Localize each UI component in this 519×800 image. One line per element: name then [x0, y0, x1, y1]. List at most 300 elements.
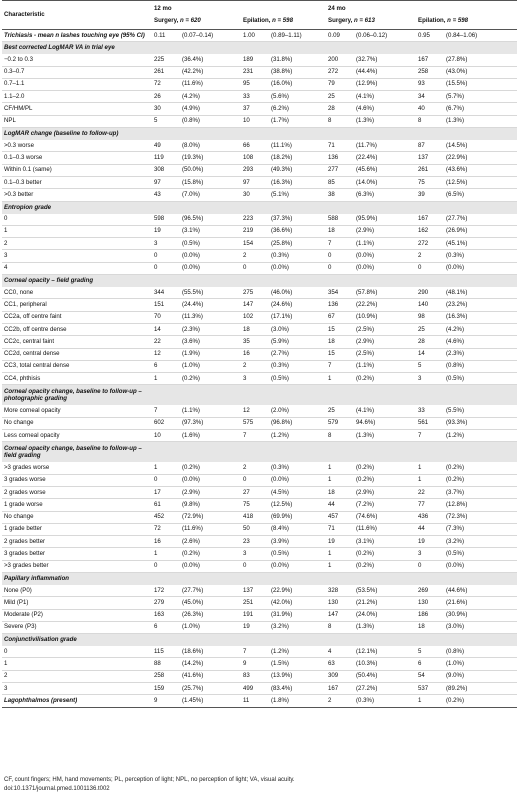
table-cell: (5.1%): [269, 189, 326, 201]
table-cell: (31.8%): [269, 54, 326, 66]
table-cell: 115: [152, 646, 180, 658]
row-label: Severe (P3): [2, 621, 152, 633]
table-cell: 151: [152, 299, 180, 311]
table-cell: 1: [326, 474, 354, 486]
table-cell: (0.0%): [269, 474, 326, 486]
section-title: Best corrected LogMAR VA in trial eye: [2, 42, 152, 55]
table-row-lagophthalmos: [2, 695, 517, 707]
table-cell: 6: [152, 621, 180, 633]
row-label: CC2b, off centre dense: [2, 323, 152, 335]
row-label: 0: [2, 214, 152, 226]
table-cell: (0.0%): [354, 262, 416, 274]
table-cell: 191: [241, 609, 269, 621]
table-cell: (1.1%): [354, 360, 416, 372]
row-label: 0.7–1.1: [2, 78, 152, 90]
table-cell: (3.6%): [180, 336, 241, 348]
table-cell: (1.2%): [444, 430, 517, 442]
table-row: [2, 417, 517, 429]
table-cell: 5: [416, 360, 444, 372]
table-cell: 7: [241, 646, 269, 658]
table-cell: 19: [241, 621, 269, 633]
table-row: [2, 486, 517, 498]
table-cell: (0.8%): [444, 646, 517, 658]
table-row: [2, 560, 517, 572]
table-cell: (1.1%): [354, 238, 416, 250]
table-cell: 308: [152, 164, 180, 176]
table-cell: 147: [241, 299, 269, 311]
table-cell: 0.95: [416, 30, 444, 42]
table-cell: 10: [241, 115, 269, 127]
table-cell: 15: [326, 323, 354, 335]
table-cell: 1: [416, 695, 444, 707]
row-label: 2: [2, 670, 152, 682]
row-label: >0.3 worse: [2, 140, 152, 152]
table-cell: 119: [152, 152, 180, 164]
row-label: Trichiasis - mean n lashes touching eye (95% CI): [2, 30, 152, 42]
table-cell: 0: [152, 262, 180, 274]
table-cell: (22.9%): [269, 585, 326, 597]
table-cell: (36.4%): [180, 54, 241, 66]
table-cell: (2.9%): [180, 486, 241, 498]
table-cell: (15.5%): [444, 78, 517, 90]
table-cell: (16.3%): [269, 176, 326, 188]
section-header: [2, 201, 517, 214]
table-cell: (25.7%): [180, 683, 241, 695]
table-cell: (12.1%): [354, 646, 416, 658]
table-cell: 72: [152, 78, 180, 90]
table-cell: (18.2%): [269, 152, 326, 164]
table-cell: (43.6%): [444, 164, 517, 176]
table-cell: 67: [326, 311, 354, 323]
table-row: [2, 523, 517, 535]
table-cell: (3.7%): [444, 486, 517, 498]
table-cell: (24.0%): [354, 609, 416, 621]
section-title: Entropion grade: [2, 201, 152, 214]
header-24mo-groups: [328, 18, 515, 24]
table-row: [2, 348, 517, 360]
table-cell: 140: [416, 299, 444, 311]
table-cell: (1.8%): [269, 695, 326, 707]
table-cell: (72.9%): [180, 511, 241, 523]
table-cell: (6.7%): [444, 103, 517, 115]
table-row: [2, 405, 517, 417]
row-label: 2: [2, 238, 152, 250]
table-cell: 272: [416, 238, 444, 250]
table-cell: 25: [326, 91, 354, 103]
table-cell: 70: [152, 311, 180, 323]
table-cell: (22.2%): [354, 299, 416, 311]
table-cell: 19: [416, 536, 444, 548]
table-cell: (53.5%): [354, 585, 416, 597]
table-cell: (5.5%): [444, 405, 517, 417]
table-cell: (8.0%): [180, 140, 241, 152]
table-cell: 11: [241, 695, 269, 707]
table-cell: 28: [416, 336, 444, 348]
table-cell: 275: [241, 287, 269, 299]
table-cell: 537: [416, 683, 444, 695]
table-cell: 136: [326, 152, 354, 164]
table-row: [2, 646, 517, 658]
table-cell: 163: [152, 609, 180, 621]
table-cell: 147: [326, 609, 354, 621]
table-row: [2, 323, 517, 335]
table-cell: 9: [241, 658, 269, 670]
row-label: No change: [2, 511, 152, 523]
section-filler: [152, 275, 517, 288]
section-filler: [152, 128, 517, 141]
table-row: [2, 189, 517, 201]
table-cell: (19.3%): [180, 152, 241, 164]
table-row: [2, 462, 517, 474]
table-cell: (26.9%): [444, 225, 517, 237]
table-cell: (3.2%): [269, 621, 326, 633]
footnote-doi: doi:10.1371/journal.pmed.1001136.t002: [4, 786, 110, 792]
table-cell: (16.3%): [444, 311, 517, 323]
row-label: 0.1–0.3 worse: [2, 152, 152, 164]
table-cell: (0.0%): [444, 262, 517, 274]
header-epilation-12: [243, 18, 293, 24]
table-cell: 93: [416, 78, 444, 90]
table-cell: (72.3%): [444, 511, 517, 523]
table-cell: (7.2%): [354, 499, 416, 511]
section-header: [2, 385, 517, 406]
table-cell: 72: [152, 523, 180, 535]
table-cell: 452: [152, 511, 180, 523]
section-header: [2, 275, 517, 288]
table-cell: 7: [326, 238, 354, 250]
table-cell: 167: [326, 683, 354, 695]
table-cell: 137: [416, 152, 444, 164]
table-cell: 1: [416, 474, 444, 486]
table-cell: 1: [326, 373, 354, 385]
table-row: [2, 250, 517, 262]
table-cell: 1: [152, 373, 180, 385]
table-row: [2, 152, 517, 164]
table-row: [2, 536, 517, 548]
table-cell: 588: [326, 214, 354, 226]
table-row: [2, 658, 517, 670]
table-cell: (1.5%): [269, 658, 326, 670]
table-cell: 33: [416, 405, 444, 417]
table-row: [2, 287, 517, 299]
table-cell: (18.6%): [180, 646, 241, 658]
table-cell: 50: [241, 523, 269, 535]
table-cell: (11.6%): [180, 78, 241, 90]
table-row: [2, 311, 517, 323]
table-cell: 66: [241, 140, 269, 152]
row-label: Mild (P1): [2, 597, 152, 609]
row-label: CC2c, central faint: [2, 336, 152, 348]
table-cell: (0.5%): [180, 238, 241, 250]
table-cell: (0.5%): [269, 548, 326, 560]
table-cell: 499: [241, 683, 269, 695]
table-cell: 418: [241, 511, 269, 523]
table-cell: 34: [416, 91, 444, 103]
table-cell: 12: [241, 405, 269, 417]
table-cell: (14.5%): [444, 140, 517, 152]
row-label: No change: [2, 417, 152, 429]
table-cell: (0.0%): [180, 250, 241, 262]
table-cell: 436: [416, 511, 444, 523]
table-cell: 18: [326, 486, 354, 498]
table-cell: (0.3%): [269, 462, 326, 474]
table-row: [2, 115, 517, 127]
section-title: Corneal opacity – field grading: [2, 275, 152, 288]
table-cell: 18: [416, 621, 444, 633]
header-epilation-12-n: n = 598: [272, 16, 293, 24]
table-cell: 39: [416, 189, 444, 201]
table-cell: 0: [152, 474, 180, 486]
table-cell: (9.0%): [444, 670, 517, 682]
table-cell: 1: [326, 560, 354, 572]
table-cell: (5.6%): [269, 91, 326, 103]
results-table: [2, 0, 517, 708]
table-cell: (1.2%): [269, 430, 326, 442]
table-cell: 328: [326, 585, 354, 597]
table-cell: 277: [326, 164, 354, 176]
table-cell: (12.5%): [444, 176, 517, 188]
table-cell: (1.3%): [354, 115, 416, 127]
table-cell: (26.3%): [180, 609, 241, 621]
table-cell: 7: [326, 360, 354, 372]
table-cell: 98: [416, 311, 444, 323]
table-cell: (0.2%): [444, 695, 517, 707]
table-cell: (0.2%): [354, 548, 416, 560]
table-cell: 23: [241, 536, 269, 548]
row-label: 1 grade better: [2, 523, 152, 535]
section-title: Corneal opacity change, baseline to follow-up – photographic grading: [2, 385, 152, 406]
table-cell: (50.4%): [354, 670, 416, 682]
row-label: CC2a, off centre faint: [2, 311, 152, 323]
table-row: [2, 66, 517, 78]
table-cell: 0.11: [152, 30, 180, 42]
table-row: [2, 597, 517, 609]
header-24mo-label: 24 mo: [328, 5, 346, 13]
table-cell: (2.3%): [180, 323, 241, 335]
table-cell: (1.3%): [444, 115, 517, 127]
table-cell: (45.1%): [444, 238, 517, 250]
table-cell: (32.7%): [354, 54, 416, 66]
table-cell: 25: [326, 405, 354, 417]
table-cell: (4.1%): [354, 405, 416, 417]
row-label: CF/HM/PL: [2, 103, 152, 115]
table-cell: (97.3%): [180, 417, 241, 429]
table-cell: (7.0%): [180, 189, 241, 201]
table-cell: (3.9%): [269, 536, 326, 548]
row-label: 1: [2, 658, 152, 670]
table-cell: 309: [326, 670, 354, 682]
table-cell: (16.0%): [269, 78, 326, 90]
table-cell: (0.5%): [444, 373, 517, 385]
table-cell: (42.2%): [180, 66, 241, 78]
header-surgery-24: [328, 18, 418, 24]
section-header: [2, 634, 517, 647]
table-cell: 7: [241, 430, 269, 442]
table-cell: (0.89–1.11): [269, 30, 326, 42]
table-cell: (4.5%): [269, 486, 326, 498]
table-cell: (6.5%): [444, 189, 517, 201]
table-cell: 269: [416, 585, 444, 597]
table-cell: (0.5%): [269, 373, 326, 385]
table-cell: (0.8%): [444, 360, 517, 372]
table-cell: (49.3%): [269, 164, 326, 176]
table-row: [2, 474, 517, 486]
table-cell: 3: [152, 238, 180, 250]
table-cell: 1: [326, 462, 354, 474]
table-cell: (0.06–0.12): [354, 30, 416, 42]
table-cell: 26: [152, 91, 180, 103]
table-cell: (0.2%): [180, 548, 241, 560]
table-cell: 7: [416, 430, 444, 442]
table-cell: 130: [326, 597, 354, 609]
table-cell: 579: [326, 417, 354, 429]
table-row: [2, 360, 517, 372]
table-cell: (6.2%): [269, 103, 326, 115]
table-cell: (27.8%): [444, 54, 517, 66]
row-label: NPL: [2, 115, 152, 127]
table-cell: (30.9%): [444, 609, 517, 621]
table-cell: (27.7%): [444, 214, 517, 226]
table-cell: (48.1%): [444, 287, 517, 299]
table-cell: 0: [416, 560, 444, 572]
table-cell: 231: [241, 66, 269, 78]
row-label: 3 grades worse: [2, 474, 152, 486]
table-cell: 1: [416, 462, 444, 474]
table-cell: (0.2%): [354, 373, 416, 385]
table-cell: 172: [152, 585, 180, 597]
table-row: [2, 78, 517, 90]
table-cell: 16: [241, 348, 269, 360]
table-cell: 7: [152, 405, 180, 417]
table-cell: 2: [241, 462, 269, 474]
table-cell: 83: [241, 670, 269, 682]
header-epilation-24-label: Epilation,: [418, 16, 448, 24]
table-cell: (0.84–1.06): [444, 30, 517, 42]
table-cell: (1.6%): [180, 430, 241, 442]
table-cell: (4.2%): [444, 323, 517, 335]
section-title: LogMAR change (baseline to follow-up): [2, 128, 152, 141]
table-cell: (0.2%): [354, 474, 416, 486]
table-cell: (0.0%): [180, 262, 241, 274]
table-cell: 4: [326, 646, 354, 658]
table-cell: (4.6%): [444, 336, 517, 348]
table-row: [2, 499, 517, 511]
table-cell: 293: [241, 164, 269, 176]
table-cell: 3: [241, 548, 269, 560]
row-label: 0: [2, 646, 152, 658]
table-cell: 251: [241, 597, 269, 609]
table-row: [2, 336, 517, 348]
table-cell: (2.5%): [354, 323, 416, 335]
section-title: Papillary inflammation: [2, 572, 152, 585]
table-cell: (0.3%): [444, 250, 517, 262]
table-cell: (1.0%): [444, 658, 517, 670]
row-label: 2 grades worse: [2, 486, 152, 498]
row-label: Less corneal opacity: [2, 430, 152, 442]
table-cell: 85: [326, 176, 354, 188]
table-row: [2, 103, 517, 115]
section-title: Corneal opacity change, baseline to follow-up – field grading: [2, 442, 152, 463]
table-cell: 279: [152, 597, 180, 609]
table-cell: 225: [152, 54, 180, 66]
table-cell: 0: [152, 250, 180, 262]
table-cell: 2: [416, 250, 444, 262]
table-cell: 6: [416, 658, 444, 670]
row-label: 4: [2, 262, 152, 274]
table-cell: (11.1%): [269, 140, 326, 152]
table-cell: 575: [241, 417, 269, 429]
table-cell: (6.3%): [354, 189, 416, 201]
row-label: CC2d, central dense: [2, 348, 152, 360]
table-cell: 1: [152, 548, 180, 560]
table-cell: 15: [326, 348, 354, 360]
table-cell: 258: [152, 670, 180, 682]
header-row: [2, 1, 517, 30]
table-cell: (2.9%): [354, 486, 416, 498]
table-cell: 61: [152, 499, 180, 511]
table-cell: (12.5%): [269, 499, 326, 511]
table-cell: (0.3%): [269, 360, 326, 372]
section-filler: [152, 42, 517, 55]
table-row: [2, 164, 517, 176]
table-cell: (12.9%): [354, 78, 416, 90]
table-cell: (10.9%): [354, 311, 416, 323]
table-cell: 108: [241, 152, 269, 164]
table-cell: 167: [416, 54, 444, 66]
table-cell: 0: [241, 262, 269, 274]
table-cell: 12: [152, 348, 180, 360]
table-cell: (27.2%): [354, 683, 416, 695]
table-cell: 3: [416, 548, 444, 560]
table-cell: 8: [326, 621, 354, 633]
header-surgery-24-label: Surgery,: [328, 16, 354, 24]
table-cell: (41.6%): [180, 670, 241, 682]
header-surgery-12-n: n = 620: [179, 16, 201, 24]
section-filler: [152, 572, 517, 585]
section-filler: [152, 385, 517, 406]
header-epilation-12-label: Epilation,: [243, 16, 273, 24]
row-label: 3: [2, 250, 152, 262]
table-cell: 258: [416, 66, 444, 78]
table-cell: (57.8%): [354, 287, 416, 299]
table-cell: 28: [326, 103, 354, 115]
table-cell: 561: [416, 417, 444, 429]
table-cell: 35: [241, 336, 269, 348]
section-header: [2, 572, 517, 585]
table-cell: 5: [152, 115, 180, 127]
table-cell: 44: [326, 499, 354, 511]
header-epilation-24: [418, 18, 468, 24]
table-cell: (11.6%): [180, 523, 241, 535]
table-cell: (2.0%): [269, 405, 326, 417]
table-cell: 2: [326, 695, 354, 707]
table-cell: 18: [326, 336, 354, 348]
table-cell: (8.4%): [269, 523, 326, 535]
table-cell: 154: [241, 238, 269, 250]
table-cell: (22.4%): [354, 152, 416, 164]
table-cell: 33: [241, 91, 269, 103]
table-cell: 0.09: [326, 30, 354, 42]
row-label: 3 grades better: [2, 548, 152, 560]
table-cell: (93.3%): [444, 417, 517, 429]
table-cell: (3.2%): [444, 536, 517, 548]
table-cell: (0.2%): [354, 462, 416, 474]
table-cell: 261: [152, 66, 180, 78]
row-label: More corneal opacity: [2, 405, 152, 417]
table-cell: (0.5%): [444, 548, 517, 560]
table-cell: 63: [326, 658, 354, 670]
table-cell: (2.9%): [354, 225, 416, 237]
